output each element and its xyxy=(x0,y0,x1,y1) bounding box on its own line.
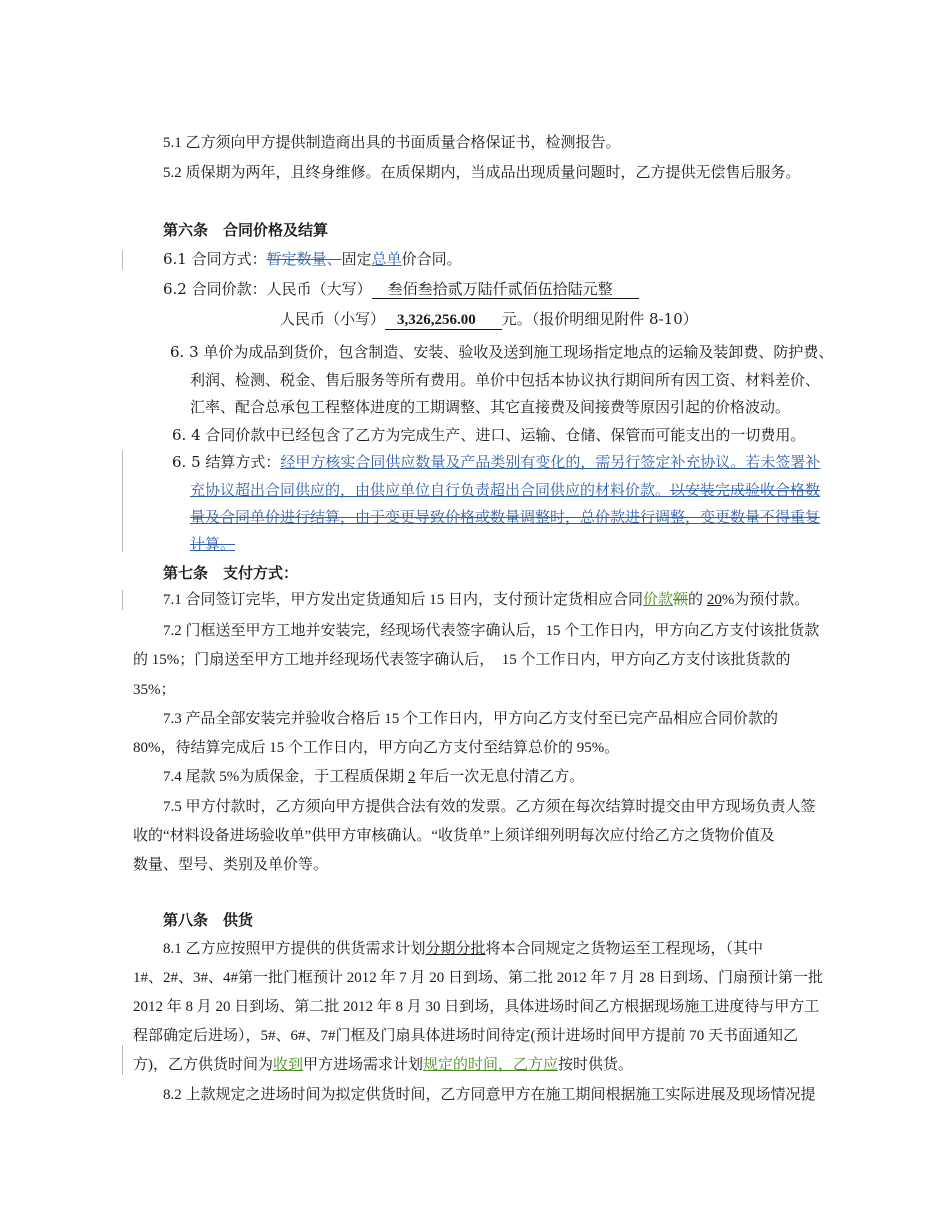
clause-7-5-line: 数量、型号、类别及单价等。 xyxy=(133,857,329,873)
clause-6-4: 6. 4 合同价款中已经包含了乙方为完成生产、进口、运输、仓储、保管而可能支出的一切费用。 xyxy=(172,426,806,444)
clause-7-1-text: 的 xyxy=(688,592,707,608)
price-figure-tail: 元。（报价明细见附件 8-10） xyxy=(501,310,698,328)
clause-7-2-line: 35%； xyxy=(133,682,176,698)
article-6-heading: 第六条 合同价格及结算 xyxy=(163,221,329,239)
inserted-text: 总单 xyxy=(371,250,402,268)
clause-8-1-text: 方)，乙方供货时间为 xyxy=(133,1057,273,1073)
clause-6-2-amount xyxy=(280,309,698,330)
clause-8-1-line xyxy=(133,1055,633,1075)
clause-6-3-line: 汇率、配合总承包工程整体进度的工期调整、其它直接费及间接费等原因引起的价格波动。 xyxy=(190,398,791,416)
clause-6-2 xyxy=(163,279,639,299)
clause-6-3-line: 6. 3 单价为成品到货价，包含制造、安装、验收及送到施工现场指定地点的运输及装卸费、防护费、 xyxy=(170,343,834,361)
clause-5-2: 5.2 质保期为两年，且终身维修。在质保期内，当成品出现质量问题时，乙方提供无偿售后服务。 xyxy=(163,165,801,181)
clause-6-3-line: 利润、检测、税金、售后服务等所有费用。单价中包括本协议执行期间所有因工资、材料差价、 xyxy=(190,371,821,389)
inserted-text: 收到 xyxy=(273,1057,304,1073)
clause-8-1-line: 2012 年 8 月 20 日到场、第二批 2012 年 8 月 30 日到场，具体进场时间乙方根据现场施工进度待与甲方工 xyxy=(133,999,820,1015)
clause-8-1-line: 1#、2#、3#、4#第一批门框预计 2012 年 7 月 20 日到场、第二批 2012 年 7 月 28 日到场、门扇预计第一批 xyxy=(133,970,824,986)
inserted-text: 规定的时间，乙方应 xyxy=(423,1057,559,1073)
clause-7-3-line: 80%，待结算完成后 15 个工作日内，甲方向乙方支付至结算总价的 95%。 xyxy=(133,740,620,756)
clause-8-1-text: 8.1 乙方应按照甲方提供的供货需求计划 xyxy=(163,941,426,957)
price-in-figures: 3,326,256.00 xyxy=(385,312,502,330)
clause-6-1-label: 6.1 合同方式： xyxy=(163,250,267,268)
clause-7-1-text: %为预付款。 xyxy=(721,592,810,608)
clause-7-4-text: 年后一次无息付清乙方。 xyxy=(415,769,585,785)
clause-6-5-line xyxy=(190,480,820,500)
change-bar xyxy=(122,1045,123,1075)
inserted-text: 充协议超出合同供应的，由供应单位自行负责超出合同供应的材料价款。 xyxy=(190,481,671,499)
article-8-heading: 第八条 供货 xyxy=(163,911,254,929)
warranty-years: 2 xyxy=(408,769,416,785)
deleted-text: 额 xyxy=(673,592,689,608)
deleted-text: 量及合同单价进行结算，由于变更导致价格或数量调整时，总价款进行调整，变更数量不得重复 xyxy=(190,508,821,526)
price-figure-label: 人民币（小写） xyxy=(280,310,386,328)
clause-7-2-line: 7.2 门框送至甲方工地并安装完，经现场代表签字确认后，15 个工作日内，甲方向乙方支付该批货款 xyxy=(163,623,820,639)
clause-7-5-line: 7.5 甲方付款时，乙方须向甲方提供合法有效的发票。乙方须在每次结算时提交由甲方现场负责人签 xyxy=(163,799,816,815)
inserted-text: 经甲方核实合同供应数量及产品类别有变化的，需另行签定补充协议。若未签署补 xyxy=(280,453,821,471)
clause-6-1-text: 价合同。 xyxy=(401,250,462,268)
clause-6-5-label: 6. 5 结算方式： xyxy=(172,453,281,471)
article-7-heading: 第七条 支付方式： xyxy=(163,564,299,582)
clause-8-1-text: 将本合同规定之货物运至工程现场，（其中 xyxy=(485,941,764,957)
clause-8-1-text: 甲方进场需求计划 xyxy=(303,1057,424,1073)
clause-6-5 xyxy=(172,452,820,472)
deleted-text: 暂定数量、 xyxy=(266,250,342,268)
clause-6-2-label: 6.2 合同价款：人民币（大写） xyxy=(163,280,372,298)
underlined-text: 分期分批 xyxy=(425,941,486,957)
change-bar xyxy=(122,250,123,270)
clause-7-3-line: 7.3 产品全部安装完并验收合格后 15 个工作日内，甲方向乙方支付至已完产品相应合同价款的 xyxy=(163,711,779,727)
clause-8-1-text: 按时供货。 xyxy=(558,1057,634,1073)
change-bar xyxy=(122,590,123,610)
deleted-text: 计算。 xyxy=(190,535,236,553)
prepayment-percent: 20 xyxy=(706,592,722,608)
clause-7-4-text: 7.4 尾款 5%为质保金，于工程质保期 xyxy=(163,769,408,785)
clause-7-4 xyxy=(163,767,584,787)
clause-8-1-line: 程部确定后进场），5#、6#、7#门框及门扇具体进场时间待定(预计进场时间甲方提前 70 天书面通知乙 xyxy=(133,1028,798,1044)
deleted-text: 以安装完成验收合格数 xyxy=(670,481,821,499)
clause-6-1 xyxy=(163,249,462,269)
clause-7-1-text: 7.1 合同签订完毕，甲方发出定货通知后 15 日内，支付预计定货相应合同 xyxy=(163,592,644,608)
clause-7-1 xyxy=(163,590,809,610)
clause-5-1: 5.1 乙方须向甲方提供制造商出具的书面质量合格保证书，检测报告。 xyxy=(163,135,621,151)
clause-8-2: 8.2 上款规定之进场时间为拟定供货时间，乙方同意甲方在施工期间根据施工实际进展及现场情况提 xyxy=(163,1087,816,1103)
price-in-words: 叁佰叁拾贰万陆仟贰佰伍拾陆元整 xyxy=(372,281,639,299)
clause-6-1-text: 固定 xyxy=(341,250,372,268)
clause-7-2-line: 的 15%；门扇送至甲方工地并经现场代表签字确认后， 15 个工作日内，甲方向乙方支付该批货款的 xyxy=(133,652,791,668)
change-bar xyxy=(122,450,123,552)
inserted-text: 价款 xyxy=(643,592,674,608)
clause-8-1 xyxy=(163,939,763,959)
clause-7-5-line: 收的“材料设备进场验收单”供甲方审核确认。“收货单”上须详细列明每次应付给乙方之货物价值及 xyxy=(133,828,775,844)
